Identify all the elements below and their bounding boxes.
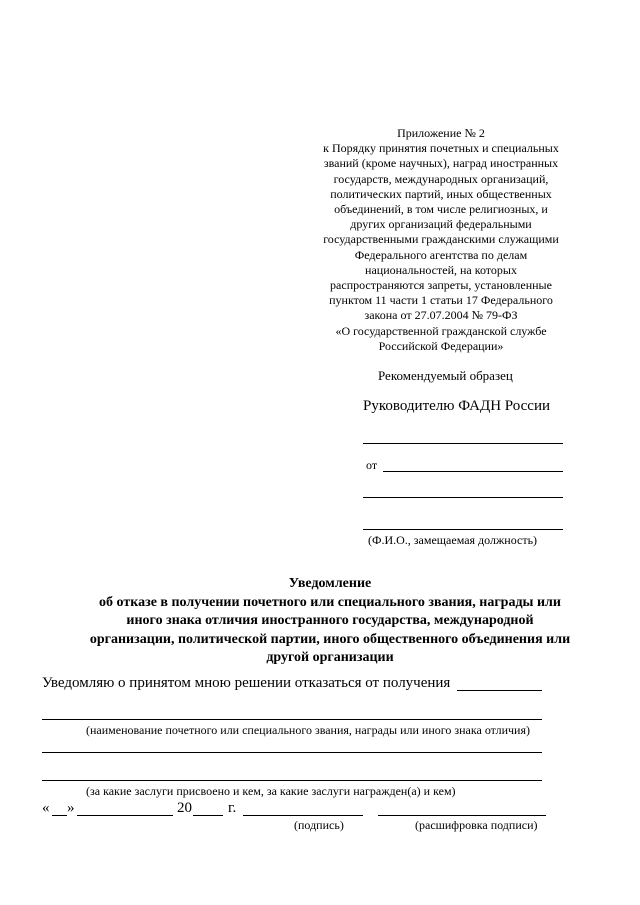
date-close-quote: »	[67, 800, 75, 816]
appendix-line: пунктом 11 части 1 статьи 17 Федерального	[329, 293, 553, 308]
appendix-line: «О государственной гражданской службе	[335, 323, 547, 338]
date-day-line[interactable]	[52, 815, 67, 816]
appendix-line: закона от 27.07.2004 № 79-ФЗ	[364, 308, 518, 323]
appendix-line: других организаций федеральными	[350, 217, 532, 232]
title-line: иного знака отличия иностранного государства, международной	[126, 613, 534, 628]
date-year-line[interactable]	[193, 815, 223, 816]
date-month-line[interactable]	[77, 815, 173, 816]
appendix-line: политических партий, иных общественных	[330, 186, 552, 201]
date-year-prefix: 20	[177, 800, 192, 816]
appendix-line: званий (кроме научных), наград иностранных	[323, 156, 559, 171]
award-line[interactable]	[42, 719, 542, 720]
title-line: организации, политической партии, иного общественного объединения или	[89, 631, 571, 647]
title-line: об отказе в получении почетного или специального звания, награды или	[99, 594, 561, 610]
appendix-line: национальностей, на которых	[365, 262, 517, 277]
award-caption: (наименование почетного или специального звания, награды или иного знака отличия)	[86, 723, 530, 737]
merit-caption: (за какие заслуги присвоено и кем, за какие заслуги награжден(а) и кем)	[86, 784, 456, 798]
fio-caption: (Ф.И.О., замещаемая должность)	[368, 533, 538, 547]
appendix-line: государств, международных организаций,	[333, 171, 549, 186]
document-title	[30, 575, 630, 668]
appendix-line: Приложение № 2	[397, 126, 485, 140]
from-label: от	[366, 458, 378, 472]
appendix-line: объединений, в том числе религиозных, и	[334, 202, 548, 217]
decoding-caption: (расшифровка подписи)	[415, 818, 538, 832]
appendix-header	[296, 126, 586, 354]
title-line: другой организации	[266, 650, 394, 665]
appendix-line: государственными гражданскими служащими	[323, 232, 559, 247]
award-line-2[interactable]	[42, 752, 542, 753]
date-open-quote: «	[42, 800, 50, 816]
appendix-line: распространяются запреты, установленные	[330, 278, 552, 293]
signature-caption: (подпись)	[294, 818, 344, 832]
from-line[interactable]	[383, 471, 563, 472]
fio-line[interactable]	[363, 529, 563, 530]
signature-line[interactable]	[243, 815, 363, 816]
title-heading: Уведомление	[288, 576, 372, 591]
sample-label: Рекомендуемый образец	[378, 368, 513, 383]
appendix-line: Российской Федерации»	[378, 338, 504, 353]
appendix-line: Федерального агентства по делам	[354, 247, 528, 262]
notice-text: Уведомляю о принятом мною решении отказаться от получения	[42, 675, 451, 691]
addressee: Руководителю ФАДН России	[363, 398, 550, 414]
date-year-suffix: г.	[228, 800, 237, 816]
addressee-line-1[interactable]	[363, 443, 563, 444]
award-line-inline[interactable]	[457, 690, 542, 691]
decoding-line[interactable]	[378, 815, 546, 816]
addressee-line-3[interactable]	[363, 497, 563, 498]
merit-line[interactable]	[42, 780, 542, 781]
appendix-line: к Порядку принятия почетных и специальных	[323, 141, 559, 156]
